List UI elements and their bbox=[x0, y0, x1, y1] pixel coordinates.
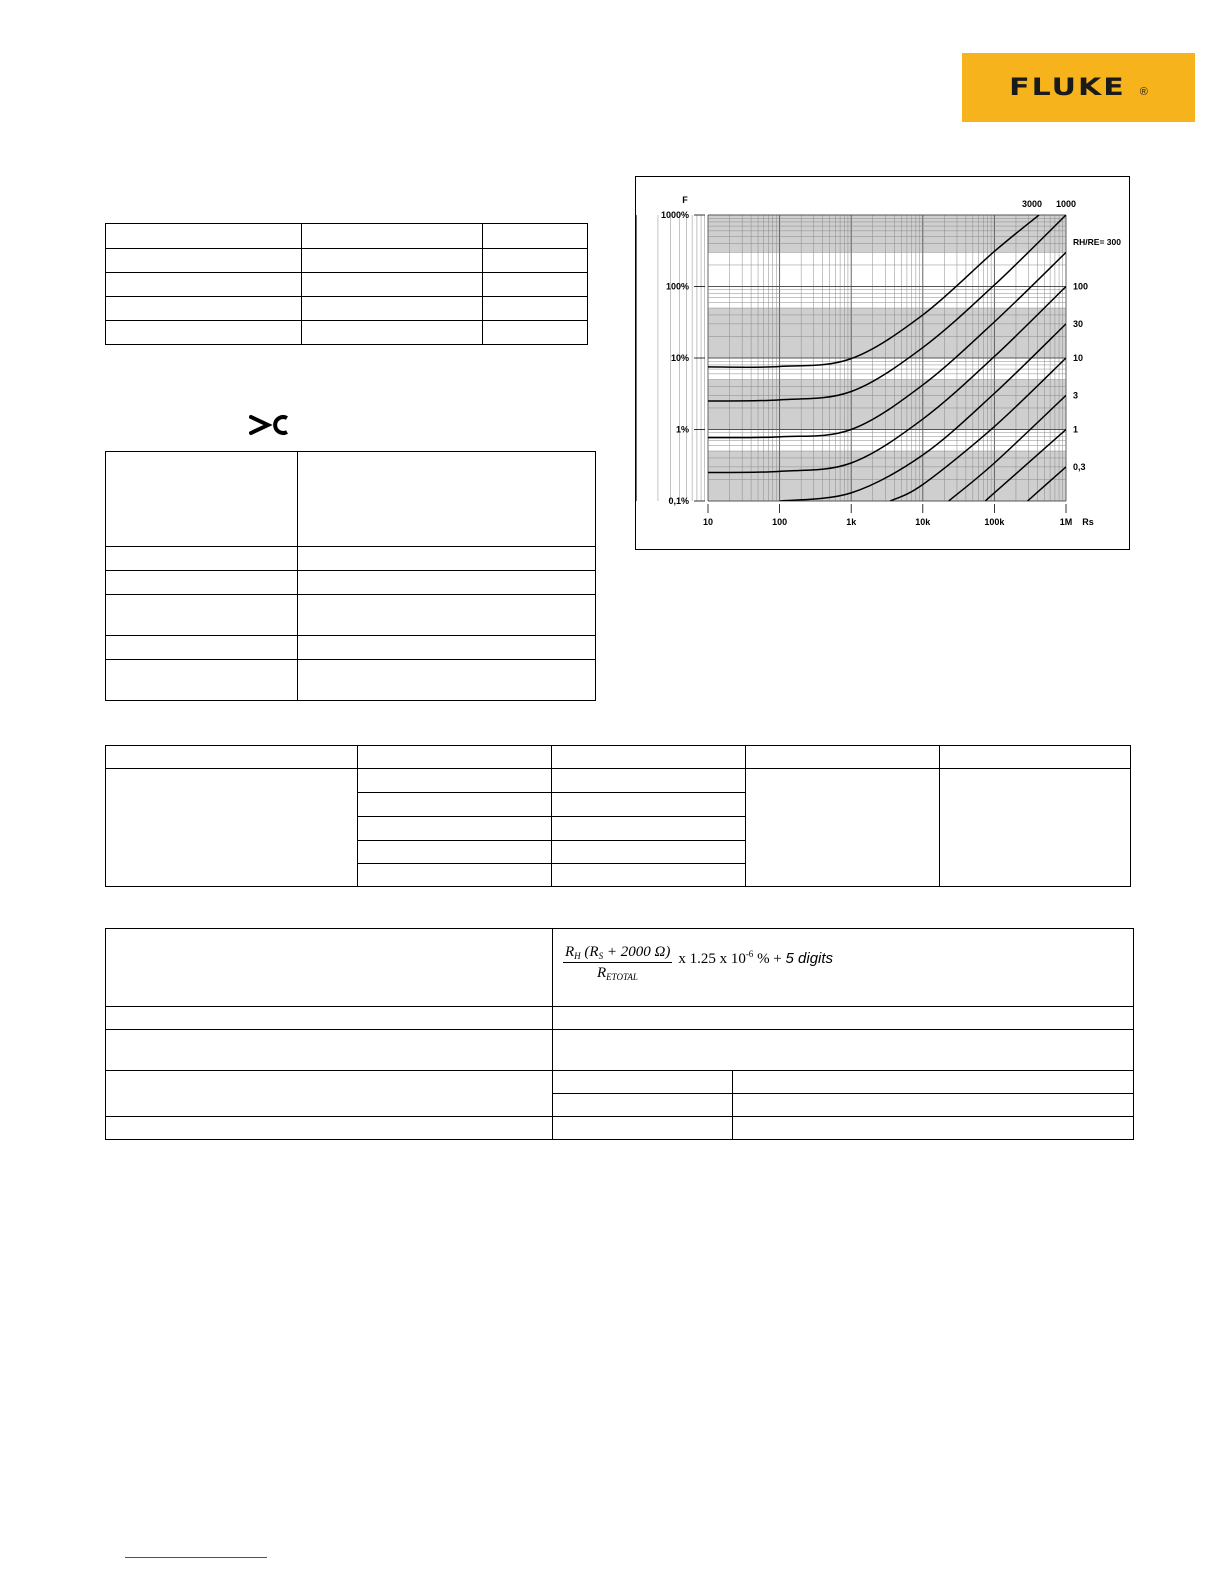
table-cell bbox=[746, 746, 940, 769]
shaded-band bbox=[708, 215, 1066, 252]
table-cell bbox=[106, 273, 302, 297]
curve-label-0-3: 0,3 bbox=[1073, 461, 1086, 472]
shaded-band bbox=[708, 308, 1066, 358]
table-cell bbox=[298, 571, 596, 595]
table-cell bbox=[358, 746, 552, 769]
table-cell bbox=[483, 224, 588, 249]
table-cell bbox=[553, 1071, 733, 1094]
formula-rh: R bbox=[565, 944, 575, 960]
formula-percent: % + bbox=[753, 950, 786, 967]
table-cell bbox=[106, 746, 358, 769]
table-cell bbox=[358, 769, 552, 793]
table-cell bbox=[483, 273, 588, 297]
table-cell bbox=[106, 1030, 553, 1071]
formula-exponent: -6 bbox=[745, 948, 754, 959]
table-cell bbox=[358, 841, 552, 864]
table-cell bbox=[106, 660, 298, 701]
x-tick-label: 10k bbox=[915, 517, 931, 527]
table-cell bbox=[298, 595, 596, 636]
table-cell bbox=[106, 452, 298, 547]
table-cell bbox=[106, 1071, 553, 1117]
table-cell bbox=[106, 636, 298, 660]
curve-label-1000: 1000 bbox=[1055, 199, 1077, 209]
table-cell bbox=[358, 793, 552, 817]
table-cell bbox=[553, 1094, 733, 1117]
table-cell bbox=[106, 571, 298, 595]
curve-label-30: 30 bbox=[1073, 318, 1084, 329]
table-cell bbox=[106, 297, 302, 321]
table-3 bbox=[105, 745, 1131, 887]
shaded-band bbox=[708, 380, 1066, 430]
formula-denominator bbox=[563, 963, 638, 982]
table-cell bbox=[106, 769, 358, 887]
table-2 bbox=[105, 451, 596, 701]
clamp-icon bbox=[249, 414, 289, 436]
table-cell bbox=[302, 273, 483, 297]
table-cell bbox=[552, 841, 746, 864]
table-cell bbox=[302, 297, 483, 321]
formula-numerator bbox=[563, 944, 672, 963]
table-cell bbox=[552, 817, 746, 841]
table-cell bbox=[552, 769, 746, 793]
table-cell bbox=[302, 249, 483, 273]
table-cell bbox=[483, 297, 588, 321]
formula-rs-sub: S bbox=[598, 951, 604, 961]
table-cell bbox=[733, 1071, 1134, 1094]
table-cell bbox=[733, 1094, 1134, 1117]
table-cell bbox=[302, 321, 483, 345]
table-cell bbox=[553, 1007, 1134, 1030]
table-cell bbox=[106, 1117, 553, 1140]
logo-wordmark: FLUKE bbox=[1009, 73, 1126, 102]
formula-rh-sub: H bbox=[574, 951, 581, 961]
table-cell bbox=[106, 1007, 553, 1030]
formula-fraction bbox=[563, 944, 672, 982]
table-cell bbox=[106, 321, 302, 345]
x-tick-label: 1k bbox=[846, 517, 857, 527]
curve-label-100: 100 bbox=[1073, 281, 1089, 292]
table-cell bbox=[552, 793, 746, 817]
formula-plus-2000: + 2000 Ω) bbox=[603, 944, 671, 960]
formula-times: x 1.25 x 10 bbox=[678, 950, 746, 967]
x-tick-label: 1M bbox=[1059, 517, 1073, 527]
y-tick-label: 10% bbox=[670, 353, 689, 363]
table-cell bbox=[940, 746, 1131, 769]
formula-multiplier bbox=[678, 949, 833, 968]
table-cell bbox=[298, 547, 596, 571]
y-axis-label: F bbox=[682, 195, 688, 205]
table-cell bbox=[940, 769, 1131, 887]
chart-svg bbox=[636, 177, 1129, 549]
table-cell bbox=[553, 1117, 733, 1140]
x-axis-label: Rs bbox=[1082, 517, 1094, 527]
table-cell bbox=[106, 224, 302, 249]
formula-rs: (R bbox=[580, 944, 599, 960]
y-tick-label: 100% bbox=[665, 281, 689, 292]
table-cell bbox=[358, 864, 552, 887]
curve-label-1: 1 bbox=[1073, 424, 1079, 435]
table-cell bbox=[302, 224, 483, 249]
table-cell bbox=[552, 746, 746, 769]
x-tick-label: 100k bbox=[984, 517, 1005, 527]
table-cell bbox=[483, 249, 588, 273]
table-cell bbox=[106, 249, 302, 273]
curve-label-300: RH/RE= 300 bbox=[1073, 237, 1121, 247]
table-cell bbox=[298, 452, 596, 547]
table-1 bbox=[105, 223, 588, 345]
y-tick-label: 1000% bbox=[660, 210, 689, 220]
y-tick-label: 1% bbox=[675, 424, 689, 435]
y-tick-label: 0,1% bbox=[668, 496, 689, 506]
table-cell bbox=[358, 817, 552, 841]
table-cell bbox=[106, 547, 298, 571]
curve-label-10: 10 bbox=[1073, 353, 1084, 363]
curve-label-3: 3 bbox=[1073, 390, 1079, 401]
table-cell bbox=[733, 1117, 1134, 1140]
table-cell bbox=[553, 1030, 1134, 1071]
formula-re-sub: ETOTAL bbox=[606, 972, 638, 982]
table-cell bbox=[483, 321, 588, 345]
formula-re: R bbox=[597, 965, 607, 981]
registered-mark: ® bbox=[1139, 85, 1148, 98]
x-tick-label: 10 bbox=[702, 517, 714, 527]
accuracy-chart bbox=[635, 176, 1130, 550]
curve-label-3000: 3000 bbox=[1021, 199, 1043, 209]
x-tick-label: 100 bbox=[772, 517, 788, 527]
table-cell bbox=[106, 929, 553, 1007]
table-cell bbox=[298, 636, 596, 660]
formula-digits: 5 digits bbox=[785, 949, 834, 967]
fluke-logo bbox=[962, 53, 1195, 122]
footer-link[interactable] bbox=[125, 1557, 267, 1558]
table-cell bbox=[552, 864, 746, 887]
uncertainty-formula bbox=[563, 944, 833, 982]
table-cell bbox=[106, 595, 298, 636]
table-cell bbox=[746, 769, 940, 887]
table-cell bbox=[298, 660, 596, 701]
